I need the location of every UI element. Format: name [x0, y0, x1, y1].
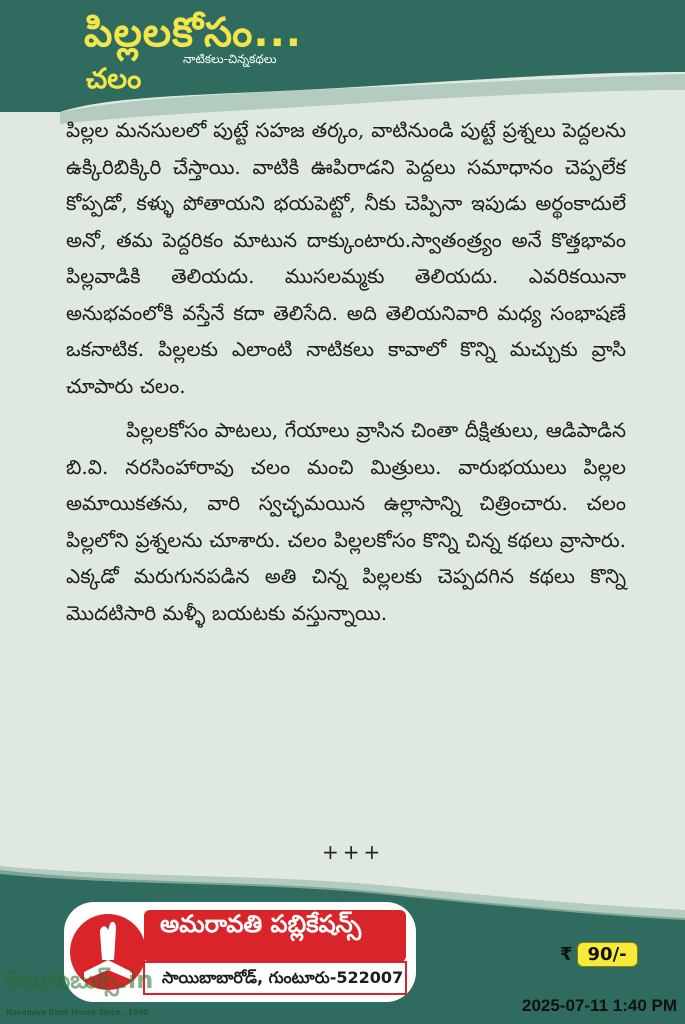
blurb-paragraph-1: పిల్లల మనసులలో పుట్టే సహజ తర్కం, వాటినుండి పుట్టే ప్రశ్నలు పెద్దలను ఉక్కిరిబిక్కిరి చేస్తాయి. వాటికి ఊపిరాడని పెద్దలు సమాధానం చెప్పలేక కోప్పడో, కళ్ళు పోతాయని భయపెట్టో, నీకు చెప్పినా ఇపుడు అర్థంకాదులే అనో, తమ పెద్దరికం మాటున దాక్కుంటారు.స్వాతంత్ర్యం అనే కొత్తభావం పిల్లవాడికి తెలియదు. ముసలమ్మకు తెలియదు. ఎవరికయినా అనుభవంలోకి వస్తేనే కదా తెలిసేది. అది తెలియనివారి మధ్య సంభాషణే ఒకనాటిక. పిల్లలకు ఎలాంటి నాటికలు కావాలో కొన్ని మచ్చుకు వ్రాసి చూపారు చలం.: [66, 118, 626, 398]
capture-timestamp: 2025-07-11 1:40 PM: [522, 996, 677, 1015]
book-title: పిల్లలకోసం...: [84, 10, 302, 56]
book-author: చలం: [86, 62, 142, 95]
publisher-address: సాయిబాబారోడ్, గుంటూరు-522007: [162, 968, 404, 987]
blurb-text: [66, 112, 626, 631]
currency-symbol: ₹: [560, 944, 573, 965]
book-subtitle: నాటికలు-చిన్నకథలు: [183, 52, 277, 66]
blurb-paragraph-2: పిల్లలకోసం పాటలు, గేయాలు వ్రాసిన చింతా దీక్షితులు, ఆడిపాడిన బి.వి. నరసింహారావు చలం మంచి మిత్రులు. వారుభయులు పిల్లల అమాయికతను, వారి స్వచ్ఛమయిన ఉల్లాసాన్ని చిత్రించారు. చలం పిల్లలోని ప్రశ్నలను చూశారు. చలం పిల్లలకోసం కొన్ని చిన్న కథలు వ్రాసారు. ఎక్కడో మరుగునపడిన అతి చిన్న పిల్లలకు చెప్పదగిన కథలు కొన్ని మొదటిసారి మళ్ళీ బయటకు వస్తున్నాయి.: [66, 418, 626, 625]
price-amount: 90/-: [577, 942, 638, 967]
watermark-logo: తెలుగుబుక్స్.in: [4, 966, 154, 994]
price-tag: [560, 942, 638, 967]
publisher-name: అమరావతి పబ్లికేషన్స్: [160, 910, 362, 938]
section-separator: +++: [322, 840, 385, 864]
watermark-subtext: Navodaya Book House Since...1990: [6, 1008, 149, 1017]
